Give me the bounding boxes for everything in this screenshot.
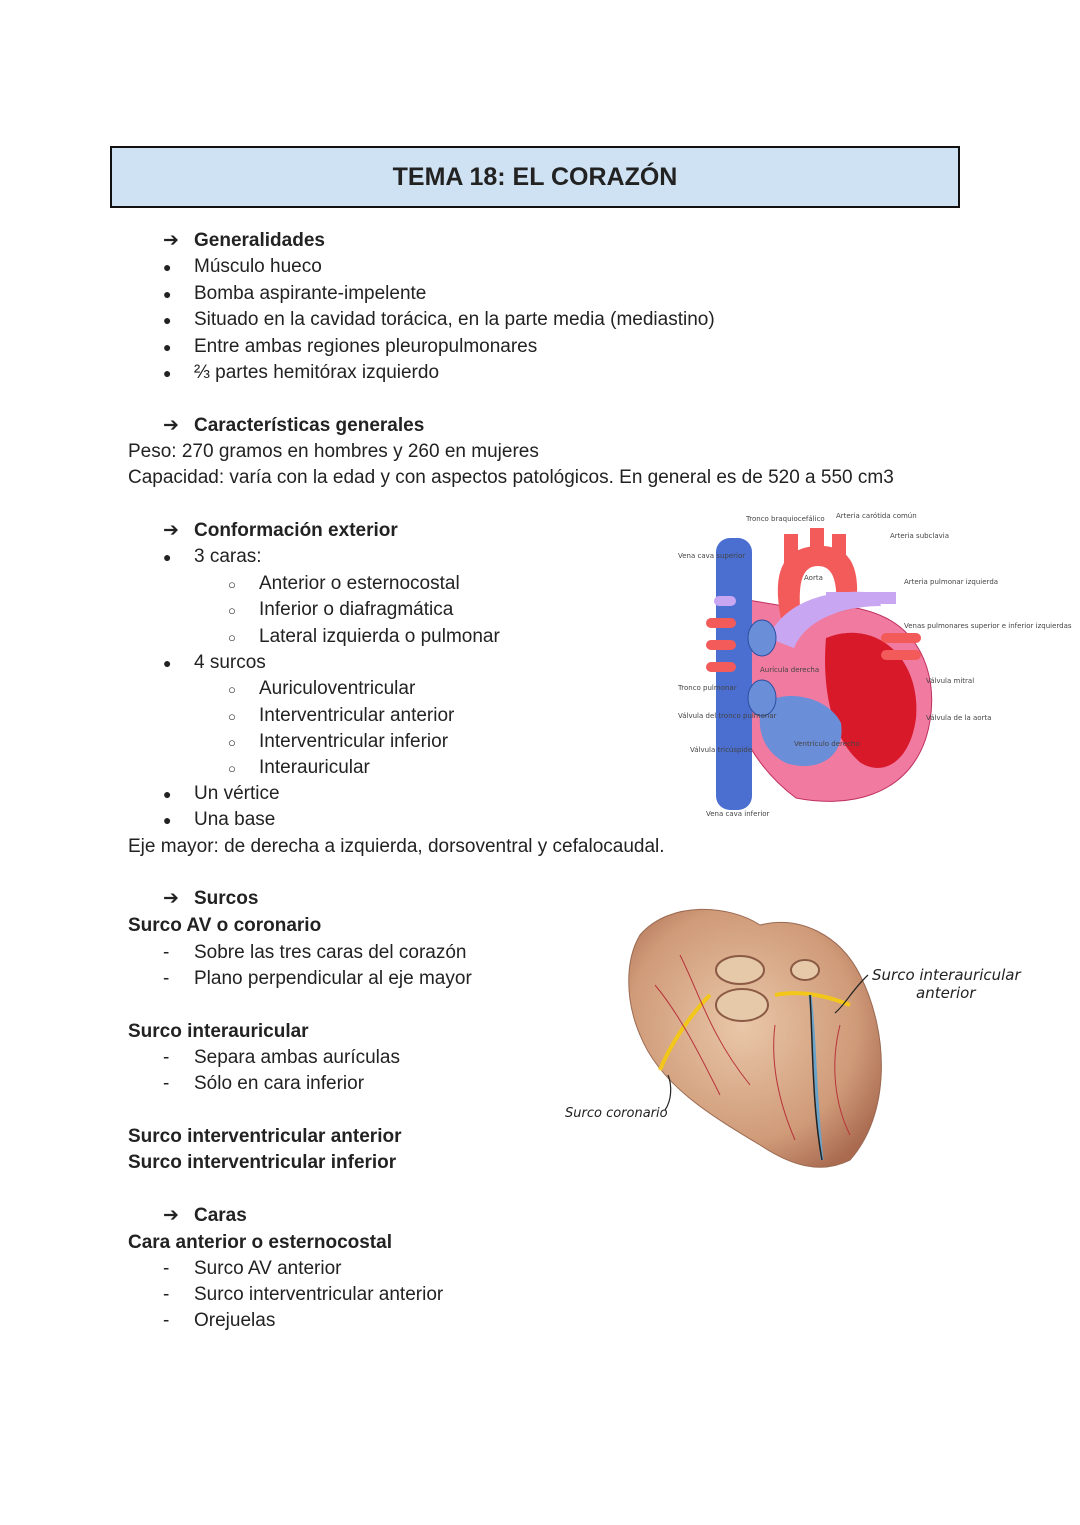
section-heading-generalidades: ➔ Generalidades <box>163 228 325 254</box>
list-item: - Sólo en cara inferior <box>163 1073 365 1094</box>
label-tronco-braquio: Tronco braquiocefálico <box>746 515 825 523</box>
list-item: ● 3 caras: <box>163 544 262 570</box>
list-item: - Surco AV anterior <box>163 1258 342 1279</box>
list-item: - Surco interventricular anterior <box>163 1284 444 1305</box>
bullet-icon: ● <box>163 365 172 381</box>
title-box <box>110 146 960 208</box>
list-item: ● Bomba aspirante-impelente <box>163 281 426 307</box>
list-item: ● Un vértice <box>163 781 280 807</box>
section-heading-caracteristicas: ➔ Características generales <box>163 413 424 439</box>
subheading-iv-inferior: Surco interventricular inferior <box>128 1152 397 1173</box>
list-item: - Orejuelas <box>163 1310 276 1331</box>
list-item: - Separa ambas aurículas <box>163 1047 400 1068</box>
subheading-surco-av: Surco AV o coronario <box>128 915 322 936</box>
section-heading-caras: ➔ Caras <box>163 1203 247 1229</box>
label-subclavia: Arteria subclavia <box>890 532 950 540</box>
label-pulmonar-izq: Arteria pulmonar izquierda <box>904 578 999 586</box>
label-tronco-pulm: Tronco pulmonar <box>678 684 737 692</box>
paragraph-peso: Peso: 270 gramos en hombres y 260 en mujeres <box>128 441 539 462</box>
paragraph-eje: Eje mayor: de derecha a izquierda, dorsoventral y cefalocaudal. <box>128 836 665 857</box>
sublist-item: ○ Interventricular anterior <box>228 703 454 730</box>
list-item: ● ⅔ partes hemitórax izquierdo <box>163 360 439 386</box>
bullet-icon: ● <box>163 339 172 355</box>
circle-bullet-icon: ○ <box>228 735 236 750</box>
label-ventriculo-der: Ventrículo derecho <box>794 740 860 748</box>
heart-illustration <box>560 895 1030 1175</box>
subheading-iv-anterior: Surco interventricular anterior <box>128 1126 402 1147</box>
label-valv-mitral: Válvula mitral <box>926 677 975 685</box>
list-item: ● Músculo hueco <box>163 254 322 280</box>
list-item: ● Entre ambas regiones pleuropulmonares <box>163 334 537 360</box>
circle-bullet-icon: ○ <box>228 630 236 645</box>
list-item: ● Una base <box>163 807 275 833</box>
bullet-icon: ● <box>163 259 172 275</box>
label-venas-pulm: Venas pulmonares superior e inferior izquierdas <box>904 622 1072 630</box>
bullet-icon: ● <box>163 286 172 302</box>
annot-coronario: Surco coronario <box>565 1106 668 1121</box>
label-auricula-der: Aurícula derecha <box>760 666 820 674</box>
section-heading-surcos: ➔ Surcos <box>163 886 258 912</box>
arrow-icon: ➔ <box>163 1205 179 1226</box>
paragraph-capacidad: Capacidad: varía con la edad y con aspectos patológicos. En general es de 520 a 550 cm3 <box>128 467 894 488</box>
label-valv-tronco: Válvula del tronco pulmonar <box>678 712 777 720</box>
sublist-item: ○ Interauricular <box>228 755 370 782</box>
arrow-icon: ➔ <box>163 230 179 251</box>
list-item: - Sobre las tres caras del corazón <box>163 942 467 963</box>
list-item: ● 4 surcos <box>163 650 266 676</box>
label-vena-cava-inf: Vena cava inferior <box>706 810 770 818</box>
circle-bullet-icon: ○ <box>228 577 236 592</box>
list-item: - Plano perpendicular al eje mayor <box>163 968 472 989</box>
sublist-item: ○ Auriculoventricular <box>228 676 415 703</box>
sublist-item: ○ Anterior o esternocostal <box>228 571 460 598</box>
label-aorta: Aorta <box>804 574 823 582</box>
circle-bullet-icon: ○ <box>228 682 236 697</box>
subheading-cara-anterior: Cara anterior o esternocostal <box>128 1232 392 1253</box>
arrow-icon: ➔ <box>163 415 179 436</box>
label-carotida: Arteria carótida común <box>836 512 917 520</box>
annot-interauricular-2: anterior <box>916 984 976 1002</box>
section-heading-conformacion: ➔ Conformación exterior <box>163 518 398 544</box>
circle-bullet-icon: ○ <box>228 709 236 724</box>
label-valv-tricuspide: Válvula tricúspide <box>690 746 753 754</box>
arrow-icon: ➔ <box>163 520 179 541</box>
sublist-item: ○ Lateral izquierda o pulmonar <box>228 624 500 651</box>
label-valv-aorta: Válvula de la aorta <box>926 714 992 722</box>
heart-diagram <box>676 508 1072 820</box>
sublist-item: ○ Inferior o diafragmática <box>228 597 453 624</box>
label-vena-cava-sup: Vena cava superior <box>678 552 746 560</box>
bullet-icon: ● <box>163 786 172 802</box>
list-item: ● Situado en la cavidad torácica, en la parte media (mediastino) <box>163 307 715 333</box>
sublist-item: ○ Interventricular inferior <box>228 729 448 756</box>
bullet-icon: ● <box>163 312 172 328</box>
subheading-surco-interauricular: Surco interauricular <box>128 1021 309 1042</box>
bullet-icon: ● <box>163 549 172 565</box>
page-title: TEMA 18: EL CORAZÓN <box>392 162 678 191</box>
arrow-icon: ➔ <box>163 888 179 909</box>
bullet-icon: ● <box>163 812 172 828</box>
circle-bullet-icon: ○ <box>228 603 236 618</box>
bullet-icon: ● <box>163 655 172 671</box>
circle-bullet-icon: ○ <box>228 761 236 776</box>
annot-interauricular-1: Surco interauricular <box>872 966 1021 984</box>
